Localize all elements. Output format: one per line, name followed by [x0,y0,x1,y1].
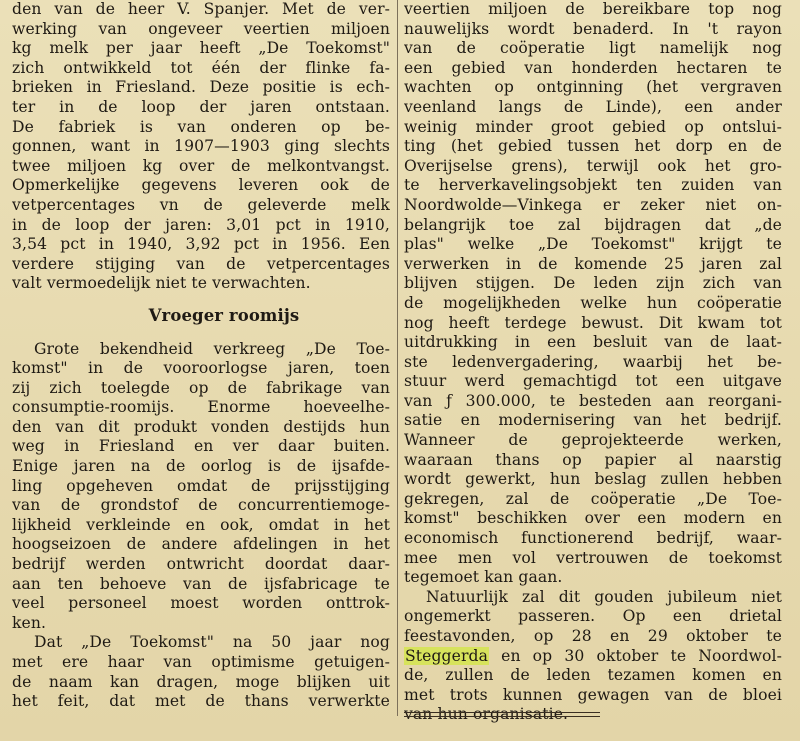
text-line: stuur werd gemachtigd tot een uitgave [404,372,782,391]
paragraph-intro [12,0,390,294]
text-line: Noordwolde—Vinkega er zeker niet on- [404,195,782,214]
text-line: verdere stijging van de vetpercentages [12,254,390,273]
text-line: verwerken in de komende 25 jaren zal [404,254,782,273]
text-line: van de grondstof de concurrentiemoge- [12,496,390,515]
text-line: wordt gewerkt, hun beslag zullen hebben [404,470,782,489]
text-line: met ere haar van optimisme getuigen- [12,653,390,671]
text-line: zich ontwikkeld tot één der flinke fa- [12,58,390,77]
paragraph-roomijs [12,340,390,712]
text-line: Opmerkelijke gegevens leveren ook de [12,176,390,195]
text-line: van de coöperatie ligt namelijk nog [404,39,782,58]
text-line: lijkheid verkleinde en ook, omdat in het [12,515,390,534]
text-line: te herverkavelingsobjekt ten zuiden van [404,176,782,195]
text-line: met trots kunnen gewagen van de bloei [404,685,782,704]
text-line: blijven stijgen. De leden zijn zich van [404,274,782,293]
left-column [12,0,390,712]
text-line: het feit, dat met de thans verwerkte [12,692,390,711]
end-rule [404,712,600,717]
text-line: veenland langs de Linde), een ander [404,97,782,116]
text-line: gonnen, want in 1907—1903 ging slechts [12,137,390,156]
text-line: komst" in de vooroorlogse jaren, toen [12,359,390,378]
text-line: feestavonden, op 28 en 29 oktober te [404,627,782,645]
text-line: satie en modernisering van het bedrijf. [404,411,782,430]
text-line: ste ledenvergadering, waarbij het be- [404,352,782,371]
text-line: Grote bekendheid verkreeg „De Toe- [34,339,390,358]
text-line: ongemerkt passeren. Op een drietal [404,607,782,626]
text-line: economisch functionerend bedrijf, waar- [404,529,782,548]
text-line: Overijselse grens), terwijl ook het gro- [404,156,782,175]
section-heading: Vroeger roomijs [148,305,300,325]
text-line: mee men vol vertrouwen de toekomst [404,548,782,567]
text-line: komst" beschikken over een modern en [404,509,782,528]
text-line: brieken in Friesland. Deze positie is ech- [12,78,390,97]
highlighted-word: Steggerda [405,646,489,665]
text-line: de mogelijkheden welke hun coöperatie [404,293,782,312]
text-line: veel personeel moest worden onttrok- [12,594,390,613]
paragraph-right [404,0,782,647]
text-line: valt vermoedelijk niet te verwachten. [12,274,311,293]
text-line: den van de heer V. Spanjer. Met de ver- [12,0,390,18]
text-line: hoogseizoen de andere afdelingen in het [12,535,390,554]
text-line: veertien miljoen de bereikbare top nog [404,0,782,18]
text-line: van ƒ 300.000, te besteden aan reorgani- [404,391,782,410]
text-line: den van dit produkt vonden destijds hun [12,417,390,436]
text-line: ken. [12,613,47,632]
right-column [404,0,782,725]
text-line: uitdrukking in een besluit van de laat- [404,333,782,352]
text-line: ter in de loop der jaren ontstaan. [12,97,390,116]
text-line: zij zich toelegde op de fabrikage van [12,378,390,397]
text-line: weinig minder groot gebied op ontslui- [404,117,782,136]
text-line: vetpercentages vn de geleverde melk [12,195,390,214]
text-line: waaraan thans op papier al naarstig [404,450,782,469]
text-line-highlight [404,647,782,667]
text-line: weg in Friesland en ver daar buiten. [12,437,390,456]
text-line: gekregen, zal de coöperatie „De Toe- [404,489,782,508]
text-line: werking van ongeveer veertien miljoen [12,19,390,38]
text-line: bedrijf werden ontwricht doordat daar- [12,555,390,574]
text-line: Wanneer de geprojekteerde werken, [404,431,782,450]
text-line: De fabriek is van onderen op be- [12,117,390,136]
text-line: de naam kan dragen, moge blijken uit [12,672,390,691]
text-line: nog heeft terdege bewust. Dit kwam tot [404,313,782,332]
column-divider [397,0,398,716]
text-line: van hun organisatie. [404,705,569,724]
text-line: plas" welke „De Toekomst" krijgt te [404,235,782,254]
text-line: kg melk per jaar heeft „De Toekomst" [12,39,390,58]
text-line: een gebied van honderden hectaren te [404,58,782,77]
text-line: in de loop der jaren: 3,01 pct in 1910, [12,215,390,234]
text-line: twee miljoen kg over de melkontvangst. [12,156,390,175]
text-line: consumptie-roomijs. Enorme hoeveelhe- [12,398,390,417]
text-line: Enige jaren na de oorlog is de ijsafde- [12,457,390,476]
text-line: Natuurlijk zal dit gouden jubileum niet [426,587,782,606]
text-line: nauwelijks wordt benaderd. In 't rayon [404,19,782,38]
text-line: belangrijk toe zal bijdragen dat „de [404,215,782,234]
text-line: aan ten behoeve van de ijsfabricage te [12,574,390,593]
text-line: ting (het gebied tussen het dorp en de [404,137,782,156]
text-line: de, zullen de leden tezamen komen en [404,666,782,685]
text-line: ling opgeheven omdat de prijsstijging [12,476,390,495]
text-line: 3,54 pct in 1940, 3,92 pct in 1956. Een [12,235,390,254]
text-line: Dat „De Toekomst" na 50 jaar nog [34,633,390,652]
text-line: wachten op ontginning (het vergraven [404,78,782,97]
highlight-line-rest: en op 30 oktober te Noordwol- [489,646,782,665]
text-line: tegemoet kan gaan. [404,568,563,587]
